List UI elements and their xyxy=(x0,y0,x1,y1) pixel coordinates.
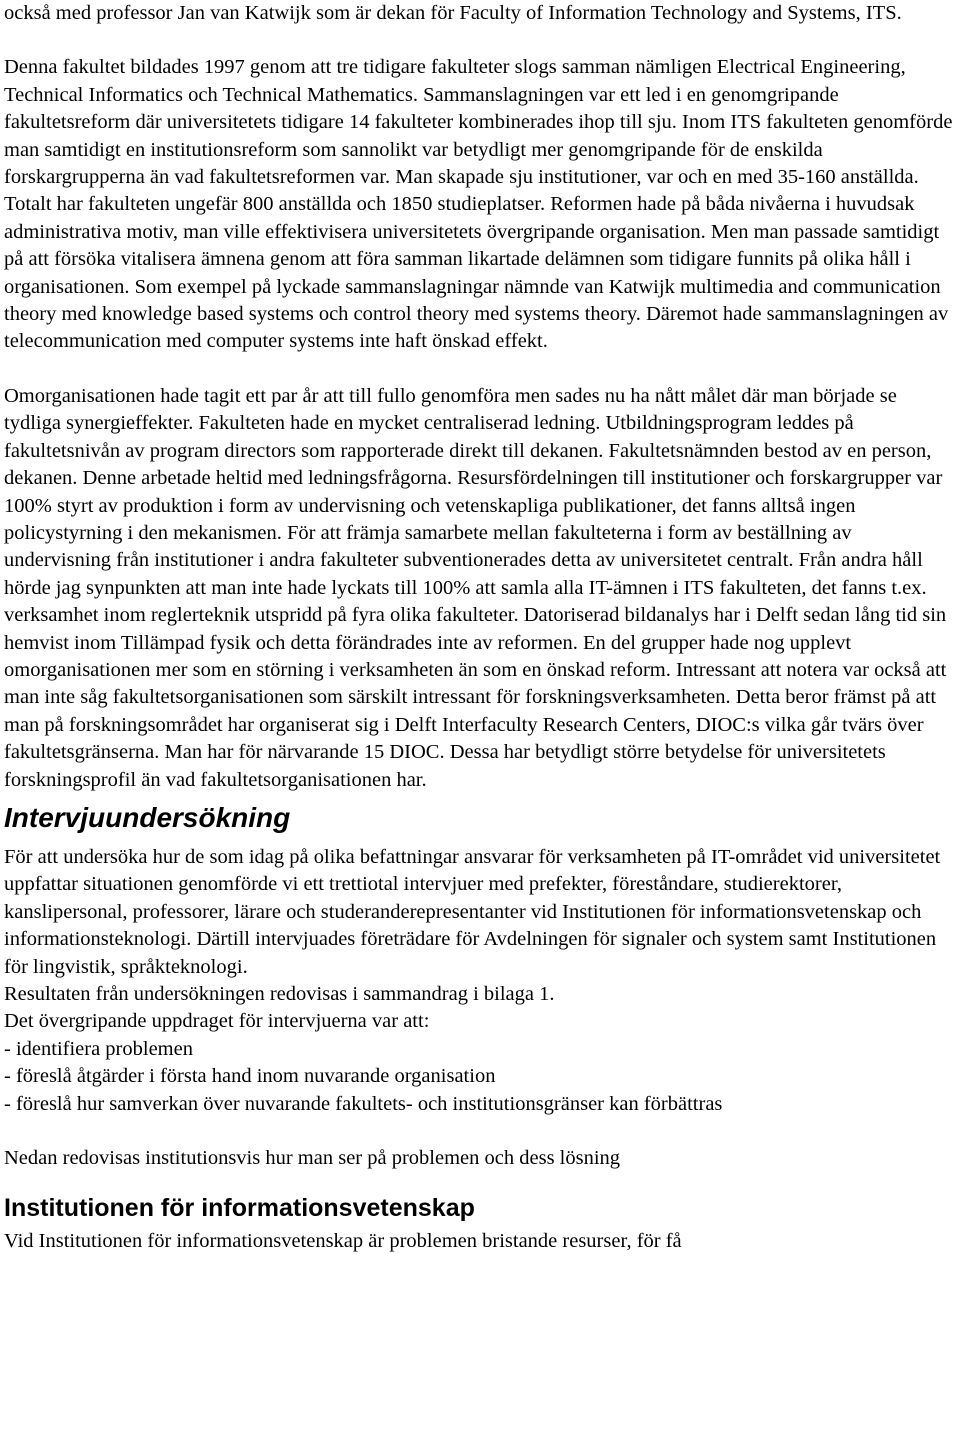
list-item: - föreslå hur samverkan över nuvarande fakultets- och institutionsgränser kan förbättras xyxy=(4,1092,723,1115)
paragraph-reorganisation: Omorganisationen hade tagit ett par år att till fullo genomföra men sades nu ha nått målet där man började se tydliga synergieffekter. Fakulteten hade en mycket centraliserad ledning. Utbildningsprogram leddes på fakultetsnivån av program directors som rapporterade direkt till dekanen. Fakultetsnämnden bestod av en person, dekanen. Denne arbetade heltid med ledningsfrågorna. Resursfördelningen till institutioner och forskargrupper var 100% styrt av produktion i form av undervisning och vetenskapliga publikationer, det fanns alltså ingen policystyrning i den mekanismen. För att främja samarbete mellan fakulteterna i form av beställning av undervisning från institutioner i andra fakulteter subventionerades detta av universitetet centralt. Från andra håll hörde jag synpunkten att man inte hade lyckats till 100% att samla alla IT-ämnen i ITS fakulteten, det fanns t.ex. verksamhet inom reglerteknik utspridd på fyra olika fakulteter. Datoriserad bildanalys har i Delft sedan lång tid sin hemvist inom Tillämpad fysik och detta förändrades inte av reformen. En del grupper hade nog upplevt omorganisationen mer som en störning i verksamheten än som en önskad reform. Intressant att notera var också att man inte såg fakultetsorganisationen som särskilt intressant för forskningsverksamheten. Detta beror främst på att man på forskningsområdet har organiserat sig i Delft Interfaculty Research Centers, DIOC:s vilka går tvärs över fakultetsgränserna. Man har för närvarande 15 DIOC. Dessa har betydligt större betydelse för universitetets forskningsprofil än vad fakultetsorganisationen har. xyxy=(4,384,947,791)
assignment-list xyxy=(4,1036,954,1118)
paragraph-faculty-history: Denna fakultet bildades 1997 genom att tre tidigare fakulteter slogs samman nämligen Electrical Engineering, Technical Informatics och Technical Mathematics. Sammanslagningen var ett led i en genomgripande fakultetsreform där universitetets tidigare 14 fakulteter kombinerades ihop till sju. Inom ITS fakulteten genomförde man samtidigt en institutionsreform som sannolikt var betydligt mer genomgripande för de enskilda forskargrupperna än vad fakultetsreformen var. Man skapade sju institutioner, var och en med 35-160 anställda. Totalt har fakulteten ungefär 800 anställda och 1850 studieplatser. Reformen hade på båda nivåerna i huvudsak administrativa motiv, man ville effektivisera universitetets övergripande organisation. Men man passade samtidigt på att försöka vitalisera ämnena genom att föra samman likartade delämnen som tidigare funnits på olika håll i organisationen. Som exempel på lyckade sammanslagningar nämnde van Katwijk multimedia and communication theory med knowledge based systems och control theory med systems theory. Däremot hade sammanslagningen av telecommunication med computer systems inte haft önskad effekt. xyxy=(4,56,953,353)
section-heading-interview: Intervjuundersökning xyxy=(4,801,291,833)
list-item: - föreslå åtgärder i första hand inom nuvarande organisation xyxy=(4,1065,496,1088)
paragraph-interview-summary: Nedan redovisas institutionsvis hur man ser på problemen och dess lösning xyxy=(4,1147,621,1170)
spacer xyxy=(4,27,954,54)
spacer xyxy=(4,1172,954,1190)
paragraph-institution-problems: Vid Institutionen för informationsvetenskap är problemen bristande resurser, för få xyxy=(4,1230,682,1253)
paragraph-interview-method: För att undersöka hur de som idag på olika befattningar ansvarar för verksamheten på IT-området vid universitetet uppfattar situationen genomförde vi ett trettiotal intervjuer med prefekter, föreståndare, studierektorer, kanslipersonal, professorer, lärare och studeranderepresentanter vid Institutionen för informationsvetenskap och informationsteknologi. Därtill intervjuades företrädare för Avdelningen för signaler och system samt Institutionen för lingvistik, språkteknologi. xyxy=(4,845,941,978)
paragraph-interview-results: Resultaten från undersökningen redovisas i sammandrag i bilaga 1. xyxy=(4,983,555,1005)
paragraph-interview-assignment: Det övergripande uppdraget för intervjuerna var att: xyxy=(4,1010,430,1033)
section-heading-institution: Institutionen för informationsvetenskap xyxy=(4,1194,475,1223)
paragraph-intro-continued: också med professor Jan van Katwijk som är dekan för Faculty of Information Technology and Systems, ITS. xyxy=(4,2,902,24)
list-item: - identifiera problemen xyxy=(4,1037,193,1060)
spacer xyxy=(4,1118,954,1145)
document-page xyxy=(4,0,954,1256)
spacer xyxy=(4,356,954,383)
